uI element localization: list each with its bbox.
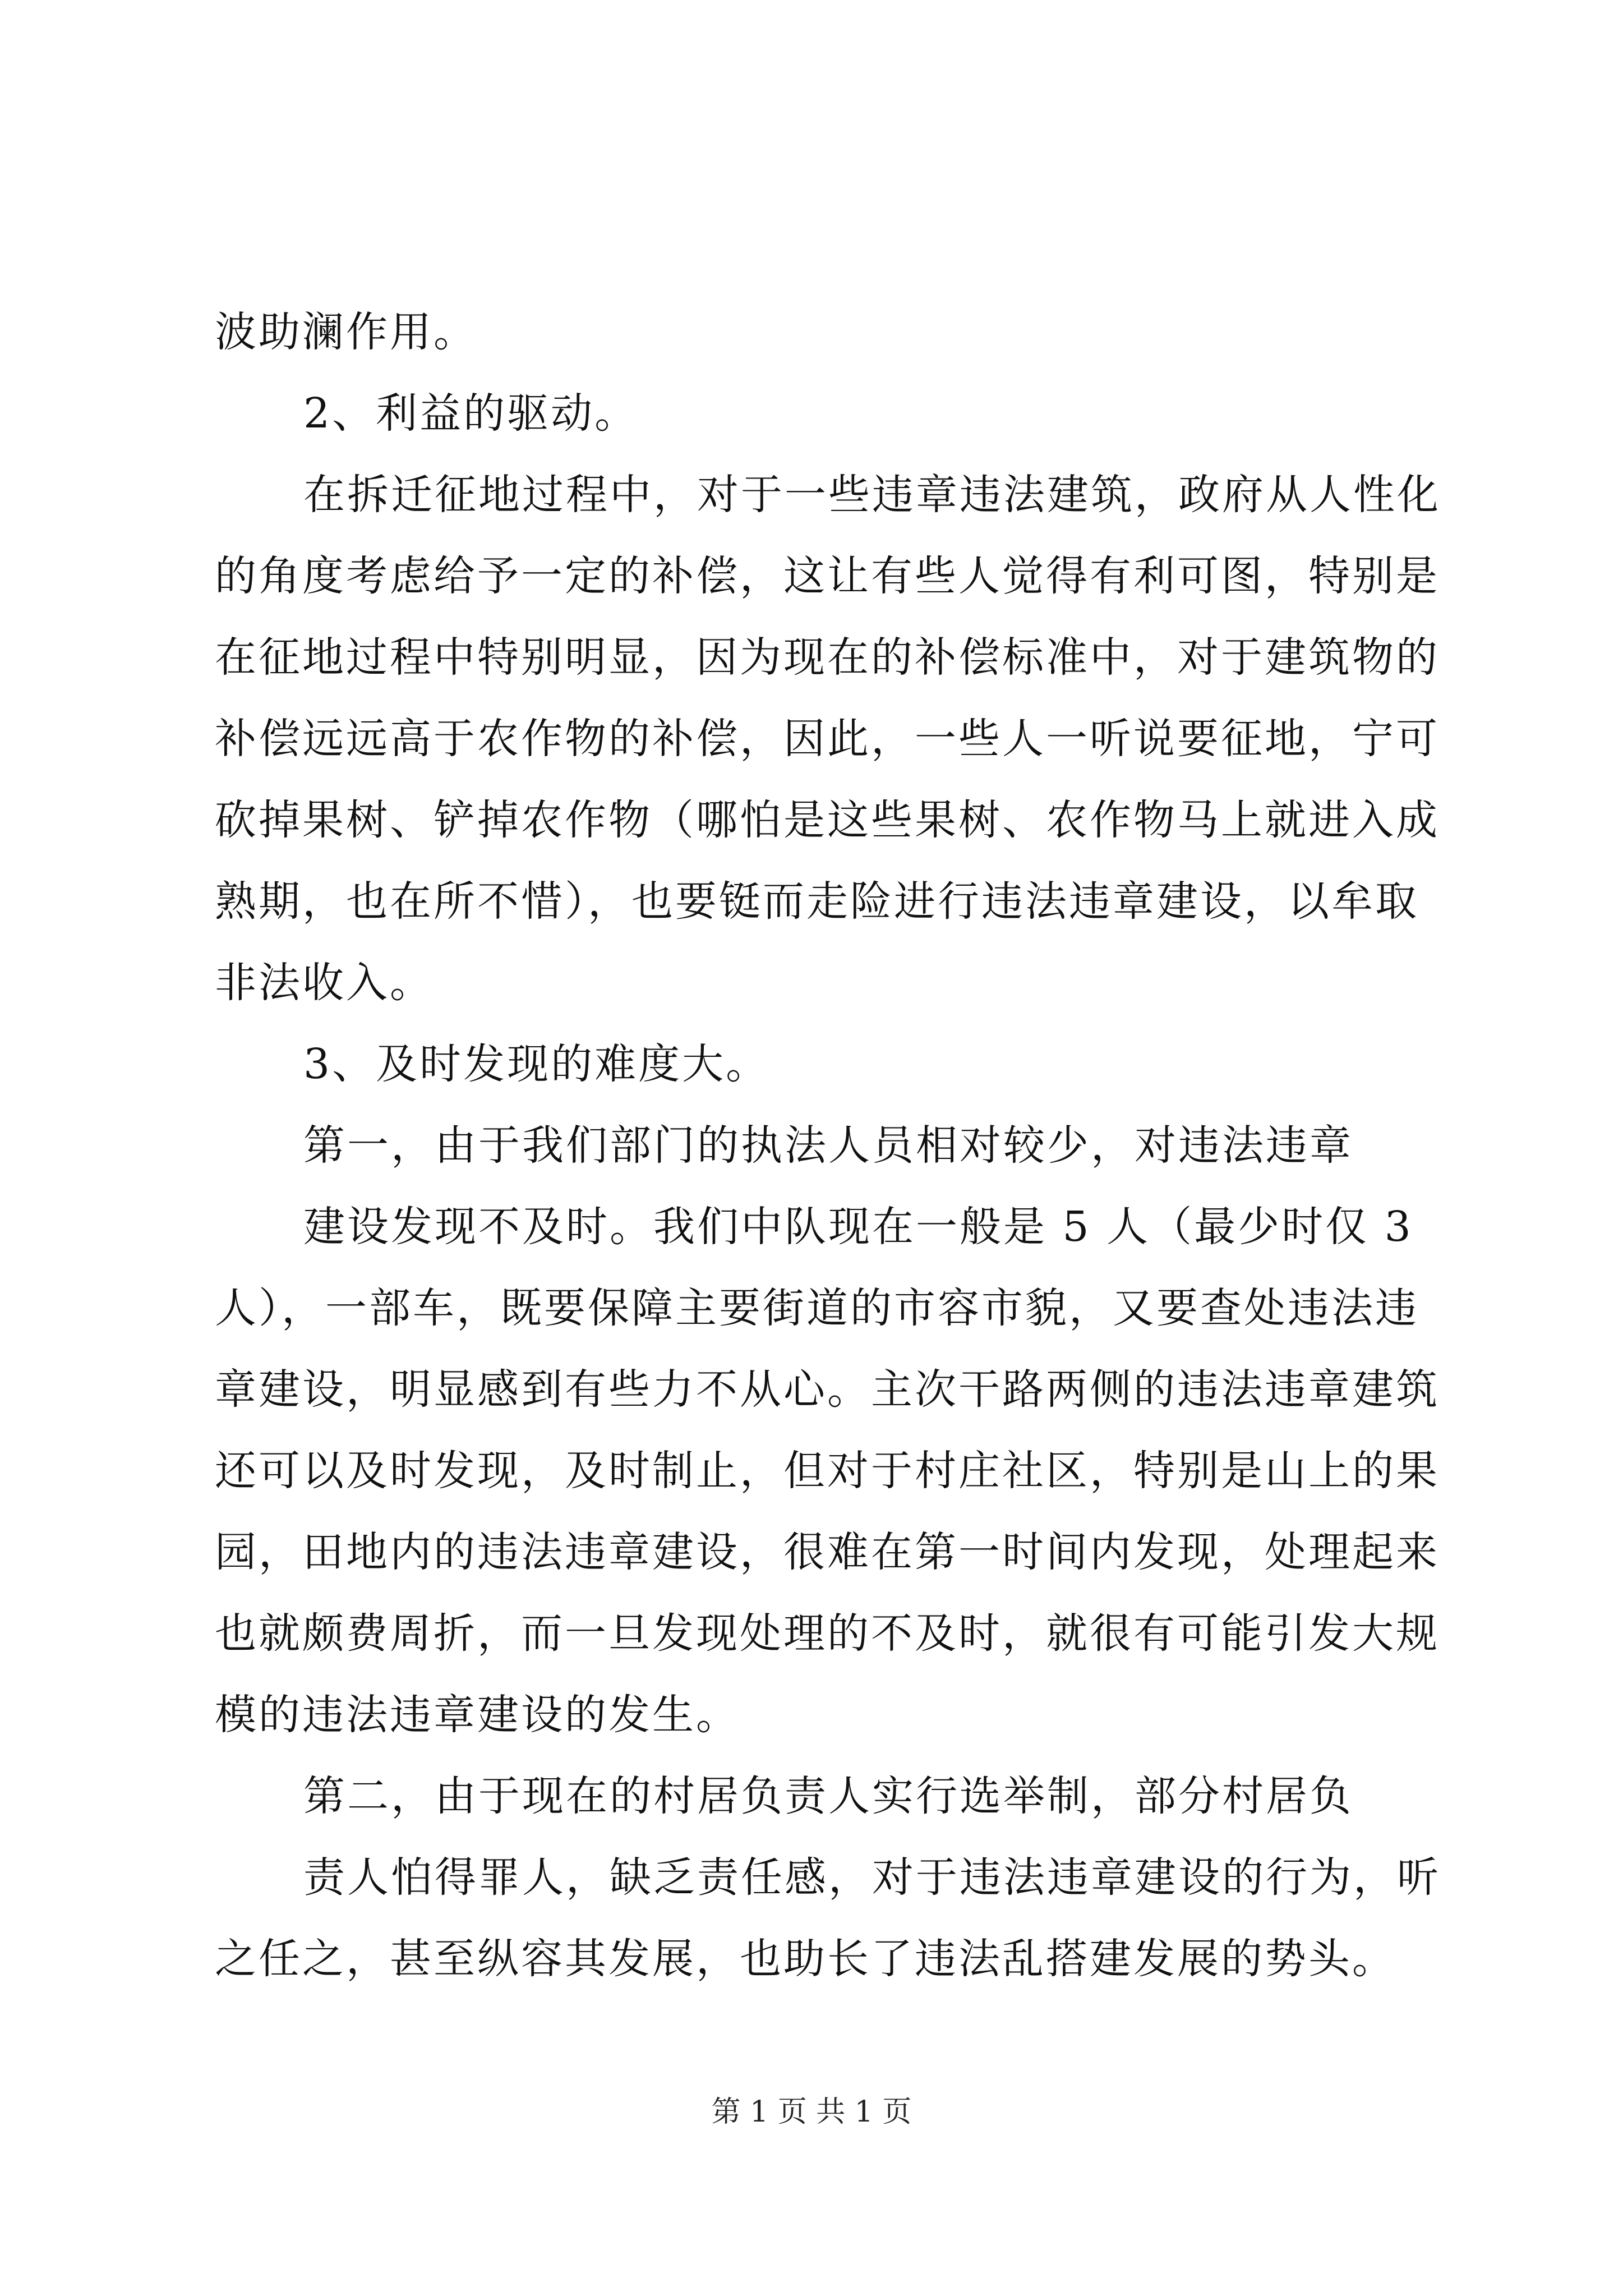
section-heading: 3、及时发现的难度大。 xyxy=(303,1040,770,1088)
page-footer: 第 1 页 共 1 页 xyxy=(711,2095,912,2129)
text-line: 建设发现不及时。我们中队现在一般是 5 人（最少时仅 3 xyxy=(303,1203,1413,1251)
text-line: 补偿远远高于农作物的补偿，因此，一些人一听说要征地，宁可 xyxy=(215,715,1440,763)
text-line: 还可以及时发现，及时制止，但对于村庄社区，特别是山上的果 xyxy=(215,1447,1440,1495)
section-heading: 2、利益的驱动。 xyxy=(303,389,639,438)
text-line: 砍掉果树、铲掉农作物（哪怕是这些果树、农作物马上就进入成 xyxy=(215,796,1440,844)
text-line: 第一，由于我们部门的执法人员相对较少，对违法违章 xyxy=(303,1121,1353,1170)
text-line: 园，田地内的违法违章建设，很难在第一时间内发现，处理起来 xyxy=(215,1528,1440,1576)
text-line: 也就颇费周折，而一旦发现处理的不及时，就很有可能引发大规 xyxy=(215,1609,1440,1658)
document-body xyxy=(215,292,1441,2000)
text-line: 之任之，甚至纵容其发展，也助长了违法乱搭建发展的势头。 xyxy=(215,1935,1396,1983)
text-line: 第二，由于现在的村居负责人实行选举制，部分村居负 xyxy=(303,1772,1353,1820)
text-line: 在征地过程中特别明显，因为现在的补偿标准中，对于建筑物的 xyxy=(215,633,1440,682)
text-line: 非法收入。 xyxy=(215,959,434,1007)
text-line: 章建设，明显感到有些力不从心。主次干路两侧的违法违章建筑 xyxy=(215,1365,1440,1414)
text-line: 熟期，也在所不惜），也要铤而走险进行违法违章建设，以牟取 xyxy=(215,877,1419,926)
text-line: 责人怕得罪人，缺乏责任感，对于违法违章建设的行为，听 xyxy=(303,1853,1441,1902)
text-line: 波助澜作用。 xyxy=(215,308,477,356)
text-line: 人），一部车，既要保障主要街道的市容市貌，又要查处违法违 xyxy=(215,1284,1419,1332)
text-line: 模的违法违章建设的发生。 xyxy=(215,1691,740,1739)
text-line: 在拆迁征地过程中，对于一些违章违法建筑，政府从人性化 xyxy=(303,471,1441,519)
text-line: 的角度考虑给予一定的补偿，这让有些人觉得有利可图，特别是 xyxy=(215,552,1440,600)
